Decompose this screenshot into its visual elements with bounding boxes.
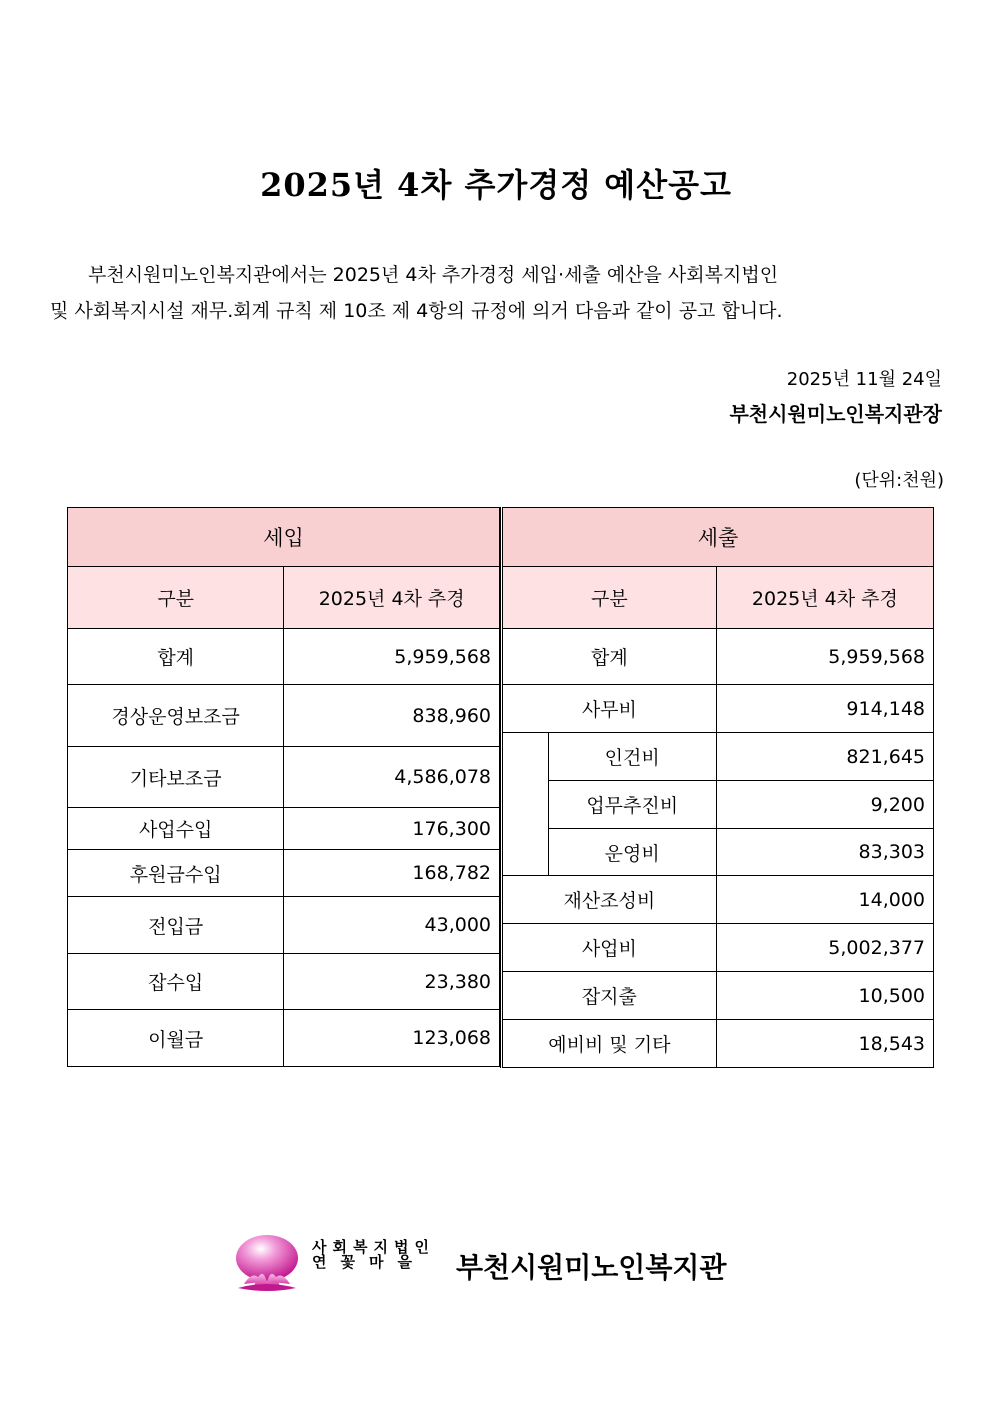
revenue-value: 23,380 <box>284 954 500 1010</box>
expenditure-col-amount: 2025년 4차 추경 <box>716 567 933 629</box>
intro-line-1: 부천시원미노인복지관에서는 2025년 4차 추가경정 세입·세출 예산을 사회복지법인 <box>88 264 779 286</box>
corporation-label <box>312 1240 435 1270</box>
signer: 부천시원미노인복지관장 <box>729 402 942 426</box>
table-row <box>68 629 500 685</box>
table-row <box>68 747 500 808</box>
revenue-value: 43,000 <box>284 897 500 954</box>
corporation-line-2: 연꽃마을 <box>312 1253 426 1271</box>
notice-date: 2025년 11월 24일 <box>786 369 942 390</box>
table-row <box>68 897 500 954</box>
revenue-label: 기타보조금 <box>68 747 284 808</box>
table-row <box>68 685 500 747</box>
revenue-header: 세입 <box>68 508 500 567</box>
revenue-value: 123,068 <box>284 1010 500 1067</box>
page-title: 2025년 4차 추가경정 예산공고 <box>260 166 732 204</box>
expenditure-value: 83,303 <box>716 829 933 876</box>
expenditure-value: 5,002,377 <box>716 924 933 972</box>
unit-note: (단위:천원) <box>854 470 944 491</box>
expenditure-value: 821,645 <box>716 733 933 781</box>
expenditure-value: 10,500 <box>716 972 933 1020</box>
table-row <box>502 629 934 685</box>
table-row <box>502 685 934 733</box>
expenditure-header: 세출 <box>502 508 934 567</box>
subitem-indent <box>502 733 549 876</box>
table-row <box>68 1010 500 1067</box>
expenditure-label: 사업비 <box>502 924 717 972</box>
revenue-label: 잡수입 <box>68 954 284 1010</box>
revenue-value: 176,300 <box>284 808 500 850</box>
expenditure-value: 14,000 <box>716 876 933 924</box>
expenditure-value: 9,200 <box>716 781 933 829</box>
expenditure-value: 914,148 <box>716 685 933 733</box>
revenue-value: 838,960 <box>284 685 500 747</box>
revenue-label: 전입금 <box>68 897 284 954</box>
revenue-value: 4,586,078 <box>284 747 500 808</box>
table-row <box>68 808 500 850</box>
expenditure-col-category: 구분 <box>502 567 717 629</box>
table-row <box>502 733 934 781</box>
footer <box>234 1232 754 1292</box>
organization-name: 부천시원미노인복지관 <box>456 1251 727 1284</box>
revenue-table <box>67 507 500 1067</box>
table-row <box>502 781 934 829</box>
expenditure-label: 잡지출 <box>502 972 717 1020</box>
expenditure-sublabel: 업무추진비 <box>548 781 716 829</box>
table-row <box>502 972 934 1020</box>
revenue-col-category: 구분 <box>68 567 284 629</box>
expenditure-label: 합계 <box>502 629 717 685</box>
revenue-label: 후원금수입 <box>68 850 284 897</box>
revenue-value: 5,959,568 <box>284 629 500 685</box>
table-row <box>502 1020 934 1068</box>
expenditure-sublabel: 운영비 <box>548 829 716 876</box>
revenue-label: 경상운영보조금 <box>68 685 284 747</box>
expenditure-sublabel: 인건비 <box>548 733 716 781</box>
expenditure-table <box>500 507 934 1068</box>
expenditure-value: 18,543 <box>716 1020 933 1068</box>
expenditure-label: 사무비 <box>502 685 717 733</box>
table-row <box>68 954 500 1010</box>
lotus-logo-icon <box>234 1232 300 1292</box>
table-row <box>502 829 934 876</box>
table-row <box>502 924 934 972</box>
intro-line-2: 및 사회복지시설 재무.회계 규칙 제 10조 제 4항의 규정에 의거 다음과 같이 공고 합니다. <box>50 300 783 322</box>
revenue-col-amount: 2025년 4차 추경 <box>284 567 500 629</box>
revenue-label: 사업수입 <box>68 808 284 850</box>
expenditure-label: 재산조성비 <box>502 876 717 924</box>
table-row <box>502 876 934 924</box>
revenue-value: 168,782 <box>284 850 500 897</box>
expenditure-label: 예비비 및 기타 <box>502 1020 717 1068</box>
corporation-line-1: 사회복지법인 <box>312 1238 435 1256</box>
table-row <box>68 850 500 897</box>
revenue-label: 합계 <box>68 629 284 685</box>
expenditure-value: 5,959,568 <box>716 629 933 685</box>
revenue-label: 이월금 <box>68 1010 284 1067</box>
